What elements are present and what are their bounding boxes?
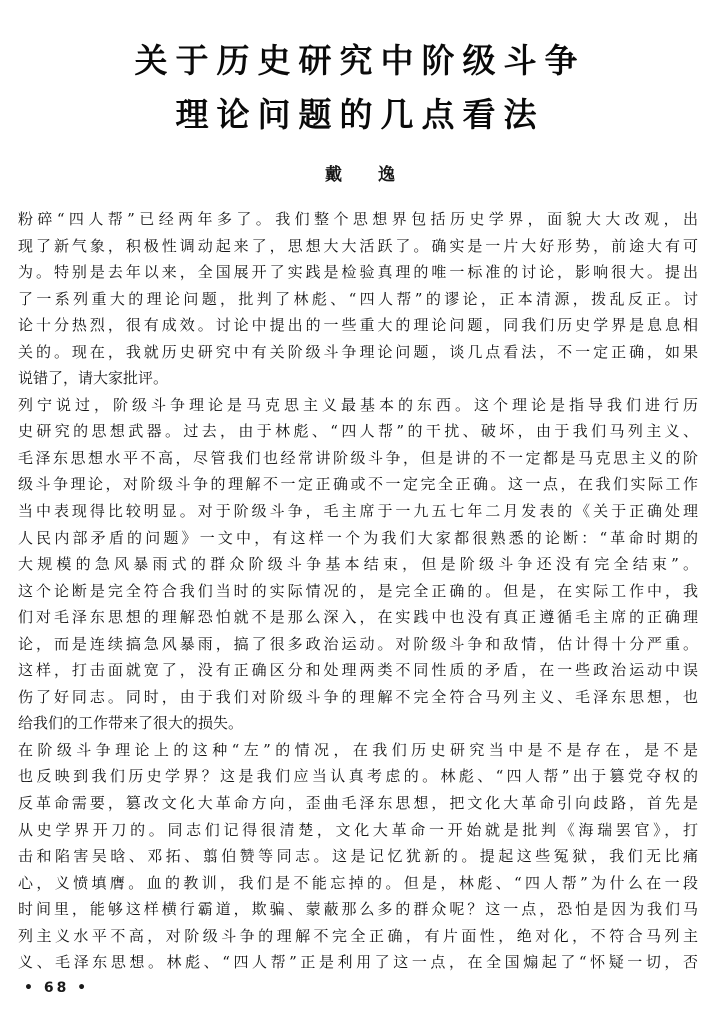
- body-line: 现了新气象，积极性调动起来了，思想大大活跃了。确实是一片大好形势，前途大有可: [18, 236, 698, 255]
- body-line: 论十分热烈，很有成效。讨论中提出的一些重大的理论问题，同我们历史学界是息息相: [18, 316, 698, 335]
- body-line: 列主义水平不高，对阶级斗争的理解不完全正确，有片面性，绝对化，不符合马列主: [18, 926, 698, 945]
- body-line: 大规模的急风暴雨式的群众阶级斗争基本结束，但是阶级斗争还没有完全结束”。: [18, 555, 698, 574]
- title-line-1: 关于历史研究中阶级斗争: [134, 41, 586, 80]
- body-line: 给我们的工作带来了很大的损失。: [18, 714, 244, 733]
- body-line: 义、毛泽东思想。林彪、“四人帮”正是利用了这一点，在全国煽起了“怀疑一切，否: [18, 953, 698, 972]
- body-line: 为。特别是去年以来，全国展开了实践是检验真理的唯一标准的讨论，影响很大。提出: [18, 263, 698, 282]
- author-name: 戴逸: [325, 165, 431, 185]
- body-line: 关的。现在，我就历史研究中有关阶级斗争理论问题，谈几点看法，不一定正确，如果: [18, 342, 698, 361]
- body-line: 时间里，能够这样横行霸道，欺骗、蒙蔽那么多的群众呢？这一点，恐怕是因为我们马: [18, 900, 698, 919]
- body-line: 也反映到我们历史学界？这是我们应当认真考虑的。林彪、“四人帮”出于篡党夺权的: [18, 767, 698, 786]
- body-line: 在阶级斗争理论上的这种“左”的情况，在我们历史研究当中是不是存在，是不是: [18, 740, 698, 759]
- body-line: 级斗争理论，对阶级斗争的理解不一定正确或不一定完全正确。这一点，在我们实际工作: [18, 475, 698, 494]
- article-title: [0, 34, 720, 142]
- body-line: 人民内部矛盾的问题》一文中，有这样一个为我们大家都很熟悉的论断：“革命时期的: [18, 528, 698, 547]
- body-line: 们对毛泽东思想的理解恐怕就不是那么深入，在实践中也没有真正遵循毛主席的正确理: [18, 608, 698, 627]
- body-line: 说错了，请大家批评。: [18, 369, 169, 388]
- body-line: 列宁说过，阶级斗争理论是马克思主义最基本的东西。这个理论是指导我们进行历: [18, 395, 698, 414]
- page-number: • 68 •: [24, 980, 90, 996]
- body-line: 论，而是连续搞急风暴雨，搞了很多政治运动。对阶级斗争和敌情，估计得十分严重。: [18, 634, 698, 653]
- article-body: [18, 206, 698, 976]
- body-line: 这样，打击面就宽了，没有正确区分和处理两类不同性质的矛盾，在一些政治运动中误: [18, 661, 698, 680]
- body-line: 心，义愤填膺。血的教训，我们是不能忘掉的。但是，林彪、“四人帮”为什么在一段: [18, 873, 698, 892]
- title-line-2: 理论问题的几点看法: [175, 95, 545, 134]
- body-line: 反革命需要，篡改文化大革命方向，歪曲毛泽东思想，把文化大革命引向歧路，首先是: [18, 794, 698, 813]
- body-line: 击和陷害吴晗、邓拓、翦伯赞等同志。这是记忆犹新的。提起这些冤狱，我们无比痛: [18, 847, 698, 866]
- body-line: 了一系列重大的理论问题，批判了林彪、“四人帮”的谬论，正本清源，拨乱反正。讨: [18, 289, 698, 308]
- body-line: 伤了好同志。同时，由于我们对阶级斗争的理解不完全符合马列主义、毛泽东思想，也: [18, 687, 698, 706]
- body-line: 这个论断是完全符合我们当时的实际情况的，是完全正确的。但是，在实际工作中，我: [18, 581, 698, 600]
- body-line: 粉碎“四人帮”已经两年多了。我们整个思想界包括历史学界，面貌大大改观，出: [18, 210, 698, 228]
- body-line: 当中表现得比较明显。对于阶级斗争，毛主席于一九五七年二月发表的《关于正确处理: [18, 502, 698, 521]
- body-line: 毛泽东思想水平不高，尽管我们也经常讲阶级斗争，但是讲的不一定都是马克思主义的阶: [18, 448, 698, 467]
- body-line: 从史学界开刀的。同志们记得很清楚，文化大革命一开始就是批判《海瑞罢官》，打: [18, 820, 698, 839]
- body-line: 史研究的思想武器。过去，由于林彪、“四人帮”的干扰、破坏，由于我们马列主义、: [18, 422, 698, 441]
